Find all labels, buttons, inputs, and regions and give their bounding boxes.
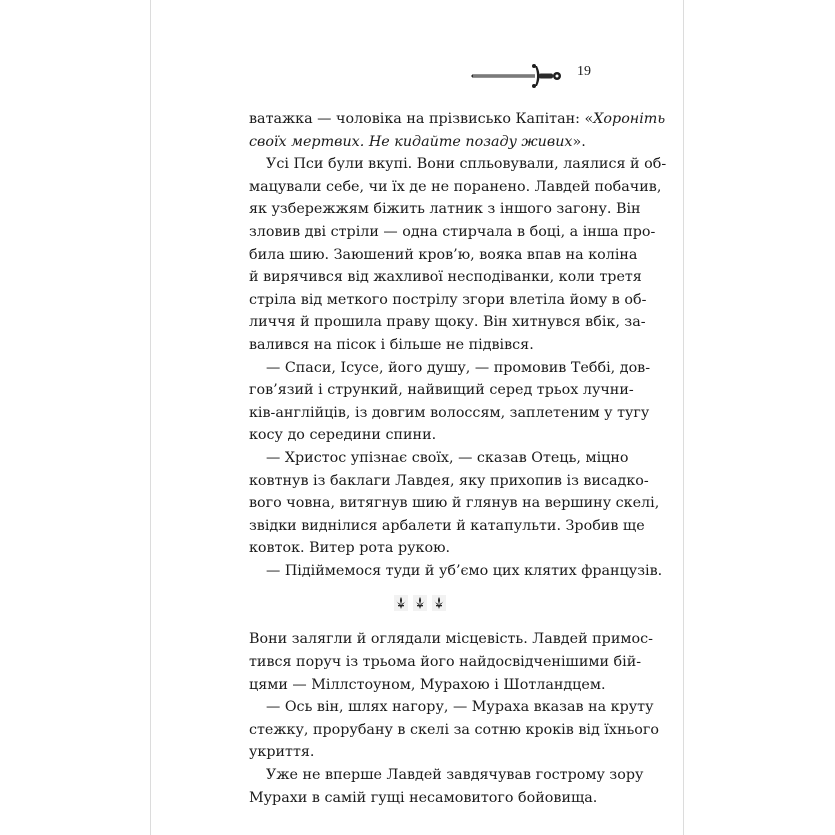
text-line: косу до середини спини.: [249, 427, 437, 444]
text-line: Усі Пси були вкупі. Вони спльовували, лаялися й об-: [266, 156, 667, 173]
text-line: цями — Міллстоуном, Мурахою і Шотландцем.: [249, 676, 606, 693]
text-line: мацували себе, чи їх де не поранено. Лавдей побачив,: [249, 178, 662, 195]
text-line: ків-англійців, із довгим волоссям, заплетеним у тугу: [249, 404, 650, 421]
book-page: [150, 0, 684, 835]
text-line: гов’язий і стрункий, найвищий серед трьох лучни-: [249, 382, 634, 399]
text-line: — Підіймемося туди й уб’ємо цих клятих французів.: [266, 562, 663, 579]
text-line: Мурахи в самій гущі несамовитого бойовища.: [249, 789, 598, 806]
text-line: своїх мертвих. Не кидайте позаду живих».: [249, 133, 586, 150]
fleur-de-lis-icon: [413, 595, 427, 611]
text-line: звідки виднілися арбалети й катапульти. Зробив ще: [249, 517, 645, 534]
body-text: [249, 108, 667, 809]
text-line: укриття.: [249, 744, 315, 761]
text-line: личчя й прошила праву щоку. Він хитнувся вбік, за-: [249, 314, 646, 331]
fleur-de-lis-icon: [394, 595, 408, 611]
text-line: — Ось він, шлях нагору, — Мураха вказав на круту: [266, 699, 654, 716]
text-line: била шию. Заюшений кров’ю, вояка впав на коліна: [249, 246, 638, 263]
text-line: ватажка — чоловіка на прізвисько Капітан: «Хороніть: [249, 111, 666, 127]
text-line: й вирячився від жахливої несподіванки, коли третя: [249, 269, 642, 286]
text-line: зловив дві стріли — одна стирчала в боці, а інша про-: [249, 223, 656, 240]
text-line: тився поруч із трьома його найдосвідченішими бій-: [249, 654, 642, 671]
page-number: 19: [577, 64, 591, 79]
text-line: ковтнув із баклаги Лавдея, яку прихопив із висадко-: [249, 472, 649, 489]
section-separator: [249, 583, 591, 623]
fleur-de-lis-icon: [432, 595, 446, 611]
text-line: ковток. Витер рота рукою.: [249, 540, 451, 557]
text-line: Уже не вперше Лавдей завдячував гострому зору: [266, 767, 644, 784]
text-line: стріла від меткого пострілу згори влетіла йому в об-: [249, 291, 647, 308]
text-line: валився на пісок і більше не підвівся.: [249, 336, 534, 353]
sword-icon: [471, 60, 563, 92]
text-line: стежку, прорубану в скелі за сотню кроків від їхнього: [249, 721, 659, 738]
text-line: — Спаси, Ісусе, його душу, — промовив Теббі, дов-: [266, 359, 651, 376]
text-line: вого човна, витягнув шию й глянув на вершину скелі,: [249, 495, 660, 512]
text-line: — Христос упізнає своїх, — сказав Отець, міцно: [266, 449, 629, 466]
text-line: як узбережжям біжить латник з іншого загону. Він: [249, 201, 641, 218]
text-line: Вони залягли й оглядали місцевість. Лавдей примос-: [249, 631, 653, 648]
